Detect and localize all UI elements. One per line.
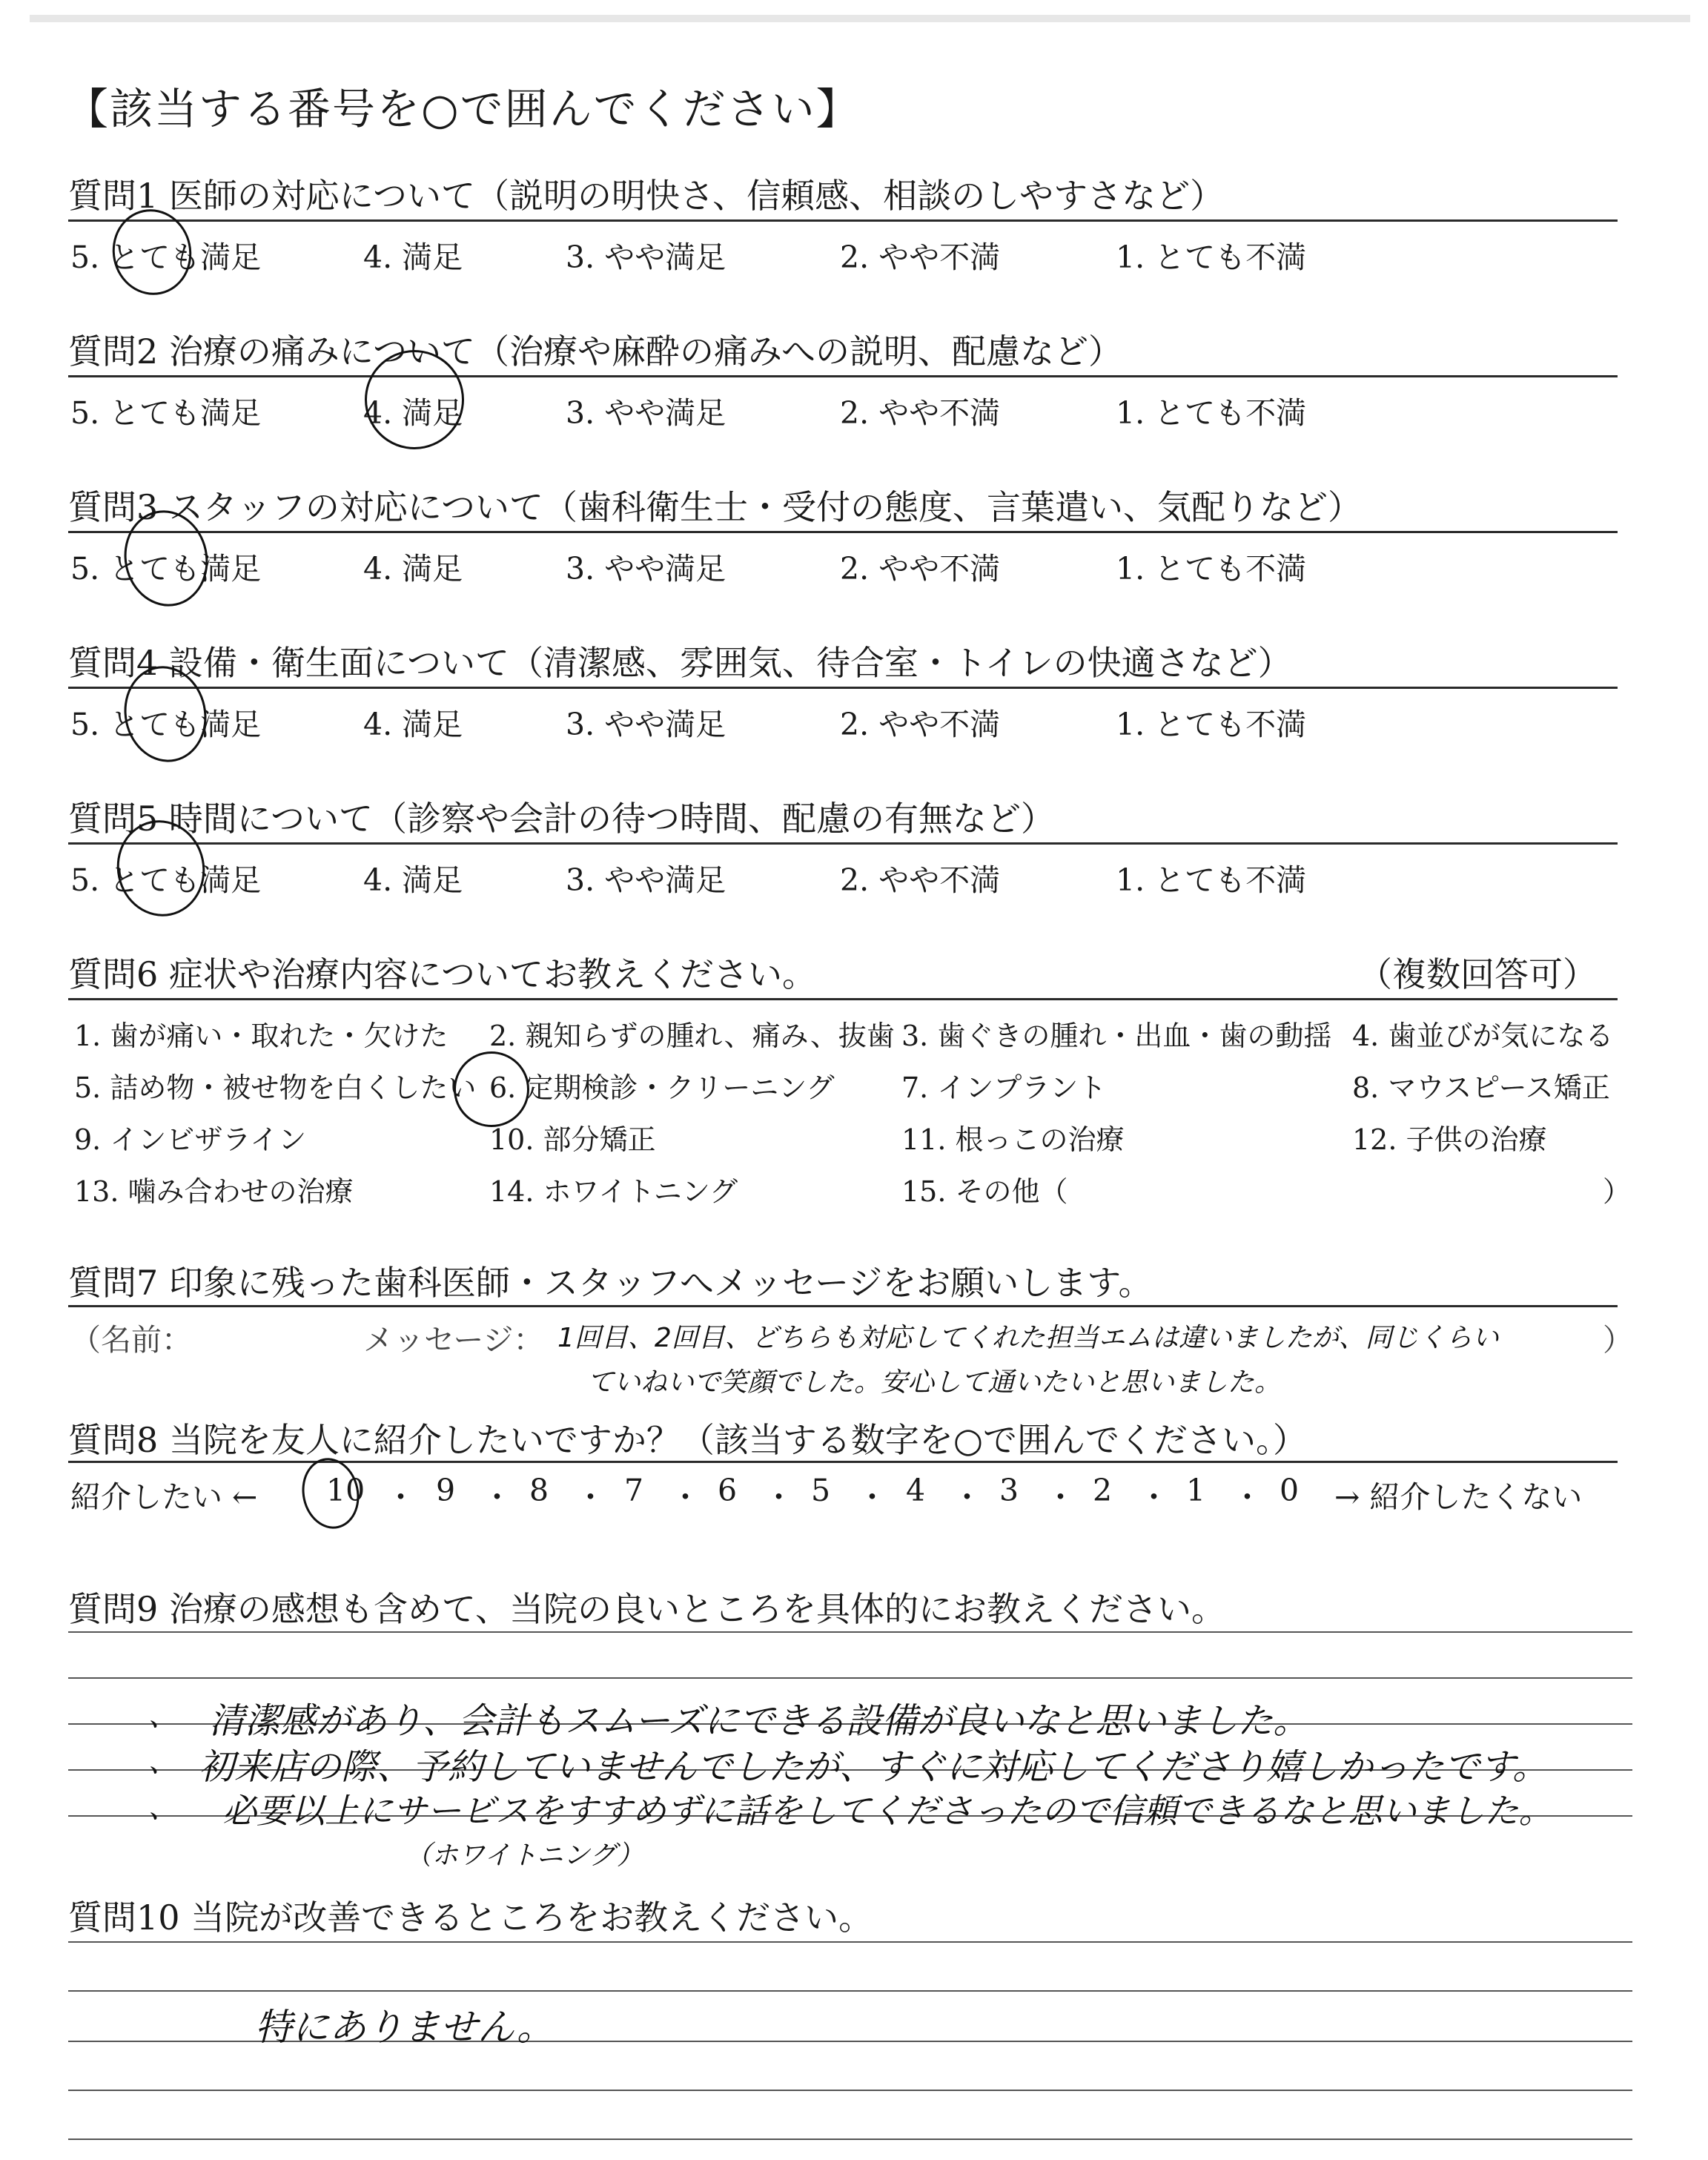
q8-score-3[interactable]: 3 (999, 1473, 1019, 1508)
question-5: 質問5 時間について（診察や会計の待つ時間、配慮の有無など） (68, 799, 1055, 839)
q6-option-12[interactable]: 12. 子供の治療 (1352, 1123, 1547, 1156)
q8-selection-circle (296, 1453, 365, 1534)
q6-option-15[interactable]: 15. その他（ (901, 1175, 1068, 1208)
q6-option-7[interactable]: 7. インプラント (901, 1071, 1107, 1104)
q6-note: （複数回答可） (1358, 954, 1597, 994)
q7-close-paren: ） (1603, 1322, 1633, 1358)
q8-left-label: 紹介したい ← (70, 1479, 258, 1515)
q2-option-3[interactable]: 3. やや満足 (566, 395, 726, 431)
q8-separator: ・ (764, 1479, 794, 1515)
q8-separator: ・ (670, 1479, 701, 1515)
divider (68, 1305, 1618, 1307)
answer-rule (68, 1677, 1632, 1679)
question-6: 質問6 症状や治療内容についてお教えください。 (68, 954, 816, 994)
q5-option-1[interactable]: 1. とても不満 (1116, 862, 1307, 898)
q8-separator: ・ (857, 1479, 887, 1515)
q8-score-6[interactable]: 6 (718, 1473, 738, 1508)
q9-answer-line-2: 初来店の際、予約していませんでしたが、すぐに対応してくださり嬉しかったです。 (199, 1746, 1549, 1788)
q9-bullet: 、 (148, 1791, 178, 1825)
q8-separator: ・ (575, 1479, 606, 1515)
q6-option-2[interactable]: 2. 親知らずの腫れ、痛み、抜歯 (489, 1020, 895, 1052)
answer-rule (68, 1631, 1632, 1633)
q4-option-4[interactable]: 4. 満足 (363, 707, 463, 742)
q7-name-label: （名前： (70, 1322, 192, 1358)
q6-option-11[interactable]: 11. 根っこの治療 (901, 1123, 1125, 1156)
answer-rule (68, 2090, 1632, 2091)
q8-separator: ・ (1045, 1479, 1076, 1515)
question-10: 質問10 当院が改善できるところをお教えください。 (68, 1898, 873, 1938)
q5-option-3[interactable]: 3. やや満足 (566, 862, 726, 898)
q5-option-4[interactable]: 4. 満足 (363, 862, 463, 898)
q2-option-4[interactable]: 4. 満足 (363, 395, 463, 431)
q3-option-1[interactable]: 1. とても不満 (1116, 551, 1307, 587)
q6-option-14[interactable]: 14. ホワイトニング (489, 1175, 738, 1208)
q8-score-5[interactable]: 5 (811, 1473, 831, 1508)
q6-option-10[interactable]: 10. 部分矯正 (489, 1123, 656, 1156)
q4-option-1[interactable]: 1. とても不満 (1116, 707, 1307, 742)
q1-option-1[interactable]: 1. とても不満 (1116, 240, 1307, 275)
question-9: 質問9 治療の感想も含めて、当院の良いところを具体的にお教えください。 (68, 1589, 1225, 1629)
q1-option-3[interactable]: 3. やや満足 (566, 240, 726, 275)
question-1: 質問1 医師の対応について（説明の明快さ、信頼感、相談のしやすさなど） (68, 176, 1225, 216)
q9-bullet: 、 (148, 1745, 178, 1779)
q2-option-1[interactable]: 1. とても不満 (1116, 395, 1307, 431)
question-3: 質問3 スタッフの対応について（歯科衛生士・受付の態度、言葉遣い、気配りなど） (68, 487, 1362, 527)
divider (68, 375, 1618, 377)
q8-separator: ・ (1139, 1479, 1169, 1515)
page-title: 【該当する番号を○で囲んでください】 (65, 84, 861, 134)
divider (68, 1461, 1618, 1463)
q8-score-2[interactable]: 2 (1093, 1473, 1113, 1508)
q2-option-5[interactable]: 5. とても満足 (70, 395, 262, 431)
q3-option-4[interactable]: 4. 満足 (363, 551, 463, 587)
answer-rule (68, 2138, 1632, 2140)
q1-option-2[interactable]: 2. やや不満 (840, 240, 1001, 275)
q8-right-label: → 紹介したくない (1334, 1479, 1583, 1515)
q8-score-1[interactable]: 1 (1186, 1473, 1206, 1508)
q8-separator: ・ (952, 1479, 982, 1515)
q6-option-3[interactable]: 3. 歯ぐきの腫れ・出血・歯の動揺 (901, 1020, 1332, 1052)
q2-option-2[interactable]: 2. やや不満 (840, 395, 1001, 431)
q5-option-5[interactable]: 5. とても満足 (70, 862, 262, 898)
scan-top-edge (30, 15, 1690, 22)
q8-score-0[interactable]: 0 (1280, 1473, 1300, 1508)
q6-option-6[interactable]: 6. 定期検診・クリーニング (489, 1071, 835, 1104)
q7-message-line-1: 1回目、2回目、どちらも対応してくれた担当エムは違いましたが、同じくらい (557, 1323, 1499, 1353)
answer-rule (68, 1941, 1632, 1943)
q6-other-close-paren: ） (1603, 1175, 1632, 1208)
q8-score-9[interactable]: 9 (436, 1473, 456, 1508)
divider (68, 998, 1618, 1000)
q8-separator: ・ (482, 1479, 512, 1515)
q1-option-4[interactable]: 4. 満足 (363, 240, 463, 275)
q8-score-10[interactable]: 10 (326, 1473, 365, 1508)
q6-option-5[interactable]: 5. 詰め物・被せ物を白くしたい (74, 1071, 477, 1104)
q7-message-label: メッセージ： (363, 1322, 544, 1358)
q8-score-4[interactable]: 4 (906, 1473, 926, 1508)
q9-answer-line-1: 清潔感があり、会計もスムーズにできる設備が良いなと思いました。 (209, 1700, 1309, 1742)
q6-option-4[interactable]: 4. 歯並びが気になる (1352, 1020, 1614, 1052)
q8-separator: ・ (1232, 1479, 1262, 1515)
q9-answer-note: （ホワイトニング） (405, 1840, 643, 1871)
q1-option-5[interactable]: 5. とても満足 (70, 240, 262, 275)
q4-option-5[interactable]: 5. とても満足 (70, 707, 262, 742)
q9-answer-line-3: 必要以上にサービスをすすめずに話をしてくださったので信頼できるなと思いました。 (222, 1791, 1553, 1831)
q8-score-8[interactable]: 8 (529, 1473, 549, 1508)
q7-message-line-2: ていねいで笑顔でした。安心して通いたいと思いました。 (587, 1367, 1282, 1398)
q5-option-2[interactable]: 2. やや不満 (840, 862, 1001, 898)
q6-option-13[interactable]: 13. 噛み合わせの治療 (74, 1175, 354, 1208)
q4-option-3[interactable]: 3. やや満足 (566, 707, 726, 742)
q8-score-7[interactable]: 7 (624, 1473, 644, 1508)
divider (68, 531, 1618, 533)
q3-option-5[interactable]: 5. とても満足 (70, 551, 262, 587)
q3-option-2[interactable]: 2. やや不満 (840, 551, 1001, 587)
divider (68, 842, 1618, 845)
q6-option-8[interactable]: 8. マウスピース矯正 (1352, 1071, 1610, 1104)
q3-option-3[interactable]: 3. やや満足 (566, 551, 726, 587)
q6-option-1[interactable]: 1. 歯が痛い・取れた・欠けた (74, 1020, 448, 1052)
question-4: 質問4 設備・衛生面について（清潔感、雰囲気、待合室・トイレの快適さなど） (68, 643, 1292, 683)
divider (68, 687, 1618, 689)
q6-option-9[interactable]: 9. インビザライン (74, 1123, 307, 1156)
q10-answer: 特にありません。 (255, 2006, 554, 2049)
answer-rule (68, 1990, 1632, 1992)
question-7: 質問7 印象に残った歯科医師・スタッフへメッセージをお願いします。 (68, 1263, 1153, 1303)
q9-bullet: 、 (148, 1699, 178, 1733)
q8-separator: ・ (385, 1479, 416, 1515)
divider (68, 219, 1618, 222)
question-8: 質問8 当院を友人に紹介したいですか？（該当する数字を○で囲んでください。） (68, 1420, 1308, 1460)
q4-option-2[interactable]: 2. やや不満 (840, 707, 1001, 742)
question-2: 質問2 治療の痛みについて（治療や麻酔の痛みへの説明、配慮など） (68, 331, 1123, 371)
